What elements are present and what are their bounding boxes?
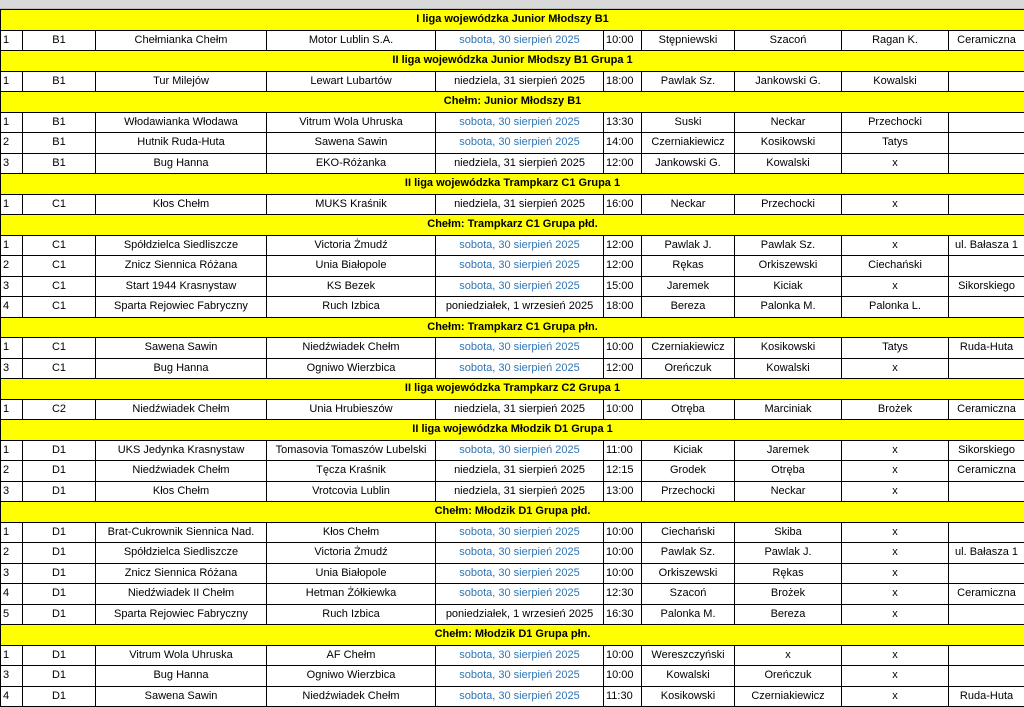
section-header-row bbox=[1, 10, 1024, 31]
venue-cell bbox=[949, 71, 1024, 92]
section-title: Chełm: Młodzik D1 Grupa płn. bbox=[1, 625, 1024, 646]
away-team-cell: KS Bezek bbox=[267, 276, 436, 297]
match-number-cell: 4 bbox=[1, 686, 23, 707]
referee-main-cell: Czerniakiewicz bbox=[642, 338, 735, 359]
away-team-cell: Sawena Sawin bbox=[267, 133, 436, 154]
match-time-cell: 12:00 bbox=[604, 358, 642, 379]
referee-assistant-2-cell: x bbox=[842, 563, 949, 584]
home-team-cell: Kłos Chełm bbox=[96, 481, 267, 502]
referee-assistant-1-cell: Kosikowski bbox=[735, 338, 842, 359]
referee-main-cell: Przechocki bbox=[642, 481, 735, 502]
table-row bbox=[1, 399, 1024, 420]
venue-cell bbox=[949, 358, 1024, 379]
match-time-cell: 14:00 bbox=[604, 133, 642, 154]
match-date-cell: sobota, 30 sierpień 2025 bbox=[436, 440, 604, 461]
match-date-cell: niedziela, 31 sierpień 2025 bbox=[436, 399, 604, 420]
home-team-cell: Start 1944 Krasnystaw bbox=[96, 276, 267, 297]
venue-cell bbox=[949, 297, 1024, 318]
match-number-cell: 3 bbox=[1, 563, 23, 584]
match-number-cell: 1 bbox=[1, 194, 23, 215]
category-cell: C1 bbox=[23, 194, 96, 215]
away-team-cell: Vrotcovia Lublin bbox=[267, 481, 436, 502]
category-cell: C1 bbox=[23, 276, 96, 297]
schedule-body bbox=[1, 10, 1024, 707]
venue-cell: Ceramiczna bbox=[949, 461, 1024, 482]
venue-cell bbox=[949, 666, 1024, 687]
referee-assistant-2-cell: x bbox=[842, 686, 949, 707]
referee-assistant-1-cell: Neckar bbox=[735, 481, 842, 502]
referee-main-cell: Jankowski G. bbox=[642, 153, 735, 174]
referee-assistant-1-cell: Przechocki bbox=[735, 194, 842, 215]
home-team-cell: Kłos Chełm bbox=[96, 194, 267, 215]
referee-main-cell: Pawlak J. bbox=[642, 235, 735, 256]
referee-main-cell: Jaremek bbox=[642, 276, 735, 297]
referee-assistant-1-cell: Jankowski G. bbox=[735, 71, 842, 92]
match-number-cell: 2 bbox=[1, 543, 23, 564]
match-number-cell: 1 bbox=[1, 645, 23, 666]
away-team-cell: Ogniwo Wierzbica bbox=[267, 666, 436, 687]
table-row bbox=[1, 481, 1024, 502]
category-cell: D1 bbox=[23, 584, 96, 605]
table-row bbox=[1, 30, 1024, 51]
home-team-cell: Hutnik Ruda-Huta bbox=[96, 133, 267, 154]
referee-assistant-1-cell: Kosikowski bbox=[735, 133, 842, 154]
away-team-cell: Victoria Żmudź bbox=[267, 543, 436, 564]
table-row bbox=[1, 112, 1024, 133]
match-date-cell: sobota, 30 sierpień 2025 bbox=[436, 584, 604, 605]
home-team-cell: UKS Jedynka Krasnystaw bbox=[96, 440, 267, 461]
match-number-cell: 2 bbox=[1, 461, 23, 482]
home-team-cell: Sawena Sawin bbox=[96, 686, 267, 707]
category-cell: D1 bbox=[23, 543, 96, 564]
home-team-cell: Włodawianka Włodawa bbox=[96, 112, 267, 133]
venue-cell bbox=[949, 481, 1024, 502]
section-header-row bbox=[1, 174, 1024, 195]
referee-assistant-2-cell: x bbox=[842, 584, 949, 605]
away-team-cell: Lewart Lubartów bbox=[267, 71, 436, 92]
away-team-cell: Victoria Żmudź bbox=[267, 235, 436, 256]
category-cell: C1 bbox=[23, 256, 96, 277]
referee-main-cell: Oreńczuk bbox=[642, 358, 735, 379]
table-row bbox=[1, 645, 1024, 666]
match-number-cell: 1 bbox=[1, 440, 23, 461]
venue-cell bbox=[949, 522, 1024, 543]
referee-assistant-1-cell: Jaremek bbox=[735, 440, 842, 461]
referee-main-cell: Pawlak Sz. bbox=[642, 543, 735, 564]
match-time-cell: 18:00 bbox=[604, 297, 642, 318]
home-team-cell: Sawena Sawin bbox=[96, 338, 267, 359]
match-time-cell: 10:00 bbox=[604, 666, 642, 687]
section-header-row bbox=[1, 625, 1024, 646]
home-team-cell: Bug Hanna bbox=[96, 153, 267, 174]
match-number-cell: 3 bbox=[1, 153, 23, 174]
category-cell: C2 bbox=[23, 399, 96, 420]
venue-cell bbox=[949, 256, 1024, 277]
section-header-row bbox=[1, 502, 1024, 523]
away-team-cell: Tęcza Kraśnik bbox=[267, 461, 436, 482]
referee-assistant-2-cell: x bbox=[842, 440, 949, 461]
referee-assistant-1-cell: Bereza bbox=[735, 604, 842, 625]
away-team-cell: Ogniwo Wierzbica bbox=[267, 358, 436, 379]
referee-assistant-1-cell: Pawlak J. bbox=[735, 543, 842, 564]
section-title: I liga wojewódzka Junior Młodszy B1 bbox=[1, 10, 1024, 31]
match-date-cell: sobota, 30 sierpień 2025 bbox=[436, 543, 604, 564]
referee-assistant-2-cell: Tatys bbox=[842, 338, 949, 359]
referee-assistant-1-cell: Otręba bbox=[735, 461, 842, 482]
section-header-row bbox=[1, 51, 1024, 72]
venue-cell: ul. Bałasza 1 bbox=[949, 235, 1024, 256]
match-number-cell: 3 bbox=[1, 276, 23, 297]
match-time-cell: 12:15 bbox=[604, 461, 642, 482]
table-row bbox=[1, 686, 1024, 707]
away-team-cell: Kłos Chełm bbox=[267, 522, 436, 543]
referee-assistant-2-cell: Ragan K. bbox=[842, 30, 949, 51]
match-time-cell: 13:30 bbox=[604, 112, 642, 133]
match-date-cell: sobota, 30 sierpień 2025 bbox=[436, 30, 604, 51]
home-team-cell: Bug Hanna bbox=[96, 666, 267, 687]
match-number-cell: 1 bbox=[1, 399, 23, 420]
table-row bbox=[1, 584, 1024, 605]
table-row bbox=[1, 358, 1024, 379]
match-time-cell: 11:00 bbox=[604, 440, 642, 461]
referee-assistant-1-cell: Szacoń bbox=[735, 30, 842, 51]
category-cell: D1 bbox=[23, 645, 96, 666]
referee-main-cell: Rękas bbox=[642, 256, 735, 277]
home-team-cell: Brat-Cukrownik Siennica Nad. bbox=[96, 522, 267, 543]
referee-main-cell: Kiciak bbox=[642, 440, 735, 461]
referee-assistant-2-cell: Palonka L. bbox=[842, 297, 949, 318]
match-number-cell: 1 bbox=[1, 235, 23, 256]
referee-assistant-2-cell: Przechocki bbox=[842, 112, 949, 133]
referee-assistant-1-cell: Orkiszewski bbox=[735, 256, 842, 277]
home-team-cell: Znicz Siennica Różana bbox=[96, 256, 267, 277]
referee-assistant-2-cell: x bbox=[842, 153, 949, 174]
referee-main-cell: Neckar bbox=[642, 194, 735, 215]
away-team-cell: Vitrum Wola Uhruska bbox=[267, 112, 436, 133]
away-team-cell: Niedźwiadek Chełm bbox=[267, 686, 436, 707]
referee-main-cell: Stępniewski bbox=[642, 30, 735, 51]
match-number-cell: 2 bbox=[1, 256, 23, 277]
match-time-cell: 16:00 bbox=[604, 194, 642, 215]
home-team-cell: Chełmianka Chełm bbox=[96, 30, 267, 51]
venue-cell bbox=[949, 153, 1024, 174]
match-time-cell: 18:00 bbox=[604, 71, 642, 92]
table-row bbox=[1, 256, 1024, 277]
category-cell: D1 bbox=[23, 604, 96, 625]
table-row bbox=[1, 461, 1024, 482]
match-time-cell: 10:00 bbox=[604, 338, 642, 359]
away-team-cell: EKO-Różanka bbox=[267, 153, 436, 174]
category-cell: C1 bbox=[23, 338, 96, 359]
match-number-cell: 1 bbox=[1, 112, 23, 133]
home-team-cell: Spółdzielca Siedliszcze bbox=[96, 235, 267, 256]
away-team-cell: Unia Białopole bbox=[267, 563, 436, 584]
match-date-cell: niedziela, 31 sierpień 2025 bbox=[436, 71, 604, 92]
section-title: Chełm: Junior Młodszy B1 bbox=[1, 92, 1024, 113]
match-date-cell: sobota, 30 sierpień 2025 bbox=[436, 256, 604, 277]
referee-main-cell: Ciechański bbox=[642, 522, 735, 543]
referee-main-cell: Bereza bbox=[642, 297, 735, 318]
match-number-cell: 3 bbox=[1, 481, 23, 502]
venue-cell: ul. Bałasza 1 bbox=[949, 543, 1024, 564]
table-row bbox=[1, 440, 1024, 461]
table-row bbox=[1, 276, 1024, 297]
referee-main-cell: Szacoń bbox=[642, 584, 735, 605]
away-team-cell: Ruch Izbica bbox=[267, 297, 436, 318]
referee-assistant-2-cell: x bbox=[842, 276, 949, 297]
referee-assistant-2-cell: Ciechański bbox=[842, 256, 949, 277]
section-title: II liga wojewódzka Junior Młodszy B1 Grupa 1 bbox=[1, 51, 1024, 72]
match-date-cell: niedziela, 31 sierpień 2025 bbox=[436, 153, 604, 174]
table-row bbox=[1, 666, 1024, 687]
match-date-cell: sobota, 30 sierpień 2025 bbox=[436, 358, 604, 379]
referee-assistant-2-cell: Kowalski bbox=[842, 71, 949, 92]
referee-assistant-1-cell: x bbox=[735, 645, 842, 666]
section-title: Chełm: Młodzik D1 Grupa płd. bbox=[1, 502, 1024, 523]
match-date-cell: sobota, 30 sierpień 2025 bbox=[436, 133, 604, 154]
category-cell: D1 bbox=[23, 666, 96, 687]
category-cell: C1 bbox=[23, 235, 96, 256]
home-team-cell: Tur Milejów bbox=[96, 71, 267, 92]
venue-cell: Ceramiczna bbox=[949, 399, 1024, 420]
match-date-cell: niedziela, 31 sierpień 2025 bbox=[436, 481, 604, 502]
match-time-cell: 12:00 bbox=[604, 256, 642, 277]
category-cell: C1 bbox=[23, 358, 96, 379]
referee-assistant-2-cell: x bbox=[842, 543, 949, 564]
match-time-cell: 12:30 bbox=[604, 584, 642, 605]
match-time-cell: 13:00 bbox=[604, 481, 642, 502]
home-team-cell: Niedźwiadek Chełm bbox=[96, 461, 267, 482]
referee-main-cell: Palonka M. bbox=[642, 604, 735, 625]
section-title: Chełm: Trampkarz C1 Grupa płd. bbox=[1, 215, 1024, 236]
section-title: II liga wojewódzka Młodzik D1 Grupa 1 bbox=[1, 420, 1024, 441]
category-cell: D1 bbox=[23, 563, 96, 584]
match-number-cell: 1 bbox=[1, 71, 23, 92]
match-time-cell: 12:00 bbox=[604, 153, 642, 174]
match-date-cell: sobota, 30 sierpień 2025 bbox=[436, 645, 604, 666]
home-team-cell: Niedźwiadek Chełm bbox=[96, 399, 267, 420]
away-team-cell: Niedźwiadek Chełm bbox=[267, 338, 436, 359]
match-number-cell: 1 bbox=[1, 338, 23, 359]
match-date-cell: sobota, 30 sierpień 2025 bbox=[436, 112, 604, 133]
category-cell: B1 bbox=[23, 112, 96, 133]
category-cell: D1 bbox=[23, 461, 96, 482]
venue-cell bbox=[949, 645, 1024, 666]
venue-cell bbox=[949, 563, 1024, 584]
referee-assistant-2-cell: x bbox=[842, 645, 949, 666]
category-cell: D1 bbox=[23, 522, 96, 543]
match-date-cell: poniedziałek, 1 wrzesień 2025 bbox=[436, 604, 604, 625]
category-cell: B1 bbox=[23, 30, 96, 51]
away-team-cell: Unia Białopole bbox=[267, 256, 436, 277]
match-date-cell: sobota, 30 sierpień 2025 bbox=[436, 276, 604, 297]
venue-cell bbox=[949, 133, 1024, 154]
match-date-cell: sobota, 30 sierpień 2025 bbox=[436, 666, 604, 687]
venue-cell: Ceramiczna bbox=[949, 584, 1024, 605]
referee-assistant-2-cell: x bbox=[842, 358, 949, 379]
match-time-cell: 10:00 bbox=[604, 563, 642, 584]
referee-assistant-1-cell: Oreńczuk bbox=[735, 666, 842, 687]
home-team-cell: Bug Hanna bbox=[96, 358, 267, 379]
home-team-cell: Znicz Siennica Różana bbox=[96, 563, 267, 584]
table-row bbox=[1, 133, 1024, 154]
category-cell: B1 bbox=[23, 133, 96, 154]
table-row bbox=[1, 563, 1024, 584]
table-row bbox=[1, 71, 1024, 92]
away-team-cell: Ruch Izbica bbox=[267, 604, 436, 625]
match-date-cell: sobota, 30 sierpień 2025 bbox=[436, 686, 604, 707]
referee-assistant-2-cell: Brożek bbox=[842, 399, 949, 420]
venue-cell bbox=[949, 604, 1024, 625]
table-row bbox=[1, 194, 1024, 215]
home-team-cell: Niedźwiadek II Chełm bbox=[96, 584, 267, 605]
referee-main-cell: Kowalski bbox=[642, 666, 735, 687]
match-date-cell: sobota, 30 sierpień 2025 bbox=[436, 563, 604, 584]
match-date-cell: sobota, 30 sierpień 2025 bbox=[436, 522, 604, 543]
section-header-row bbox=[1, 92, 1024, 113]
venue-cell: Ruda-Huta bbox=[949, 338, 1024, 359]
match-time-cell: 16:30 bbox=[604, 604, 642, 625]
venue-cell: Sikorskiego bbox=[949, 276, 1024, 297]
match-date-cell: sobota, 30 sierpień 2025 bbox=[436, 338, 604, 359]
referee-main-cell: Wereszczyński bbox=[642, 645, 735, 666]
table-row bbox=[1, 604, 1024, 625]
home-team-cell: Sparta Rejowiec Fabryczny bbox=[96, 604, 267, 625]
match-time-cell: 10:00 bbox=[604, 522, 642, 543]
match-number-cell: 4 bbox=[1, 584, 23, 605]
referee-assistant-1-cell: Brożek bbox=[735, 584, 842, 605]
referee-assistant-1-cell: Rękas bbox=[735, 563, 842, 584]
referee-main-cell: Kosikowski bbox=[642, 686, 735, 707]
venue-cell: Sikorskiego bbox=[949, 440, 1024, 461]
referee-assistant-1-cell: Kowalski bbox=[735, 153, 842, 174]
home-team-cell: Vitrum Wola Uhruska bbox=[96, 645, 267, 666]
venue-cell: Ruda-Huta bbox=[949, 686, 1024, 707]
referee-assistant-1-cell: Neckar bbox=[735, 112, 842, 133]
match-date-cell: niedziela, 31 sierpień 2025 bbox=[436, 461, 604, 482]
table-row bbox=[1, 543, 1024, 564]
section-title: II liga wojewódzka Trampkarz C2 Grupa 1 bbox=[1, 379, 1024, 400]
match-time-cell: 10:00 bbox=[604, 30, 642, 51]
table-row bbox=[1, 297, 1024, 318]
away-team-cell: Hetman Żółkiewka bbox=[267, 584, 436, 605]
section-header-row bbox=[1, 317, 1024, 338]
referee-assistant-2-cell: x bbox=[842, 461, 949, 482]
category-cell: D1 bbox=[23, 686, 96, 707]
match-time-cell: 12:00 bbox=[604, 235, 642, 256]
referee-assistant-2-cell: x bbox=[842, 481, 949, 502]
match-date-cell: niedziela, 31 sierpień 2025 bbox=[436, 194, 604, 215]
away-team-cell: MUKS Kraśnik bbox=[267, 194, 436, 215]
section-header-row bbox=[1, 215, 1024, 236]
referee-assistant-2-cell: x bbox=[842, 666, 949, 687]
away-team-cell: Motor Lublin S.A. bbox=[267, 30, 436, 51]
referee-assistant-1-cell: Pawlak Sz. bbox=[735, 235, 842, 256]
match-number-cell: 2 bbox=[1, 133, 23, 154]
category-cell: D1 bbox=[23, 481, 96, 502]
schedule-table bbox=[0, 9, 1024, 707]
referee-assistant-2-cell: x bbox=[842, 235, 949, 256]
venue-cell: Ceramiczna bbox=[949, 30, 1024, 51]
referee-main-cell: Pawlak Sz. bbox=[642, 71, 735, 92]
referee-assistant-1-cell: Marciniak bbox=[735, 399, 842, 420]
match-number-cell: 5 bbox=[1, 604, 23, 625]
section-title: II liga wojewódzka Trampkarz C1 Grupa 1 bbox=[1, 174, 1024, 195]
match-number-cell: 1 bbox=[1, 522, 23, 543]
category-cell: C1 bbox=[23, 297, 96, 318]
referee-assistant-1-cell: Czerniakiewicz bbox=[735, 686, 842, 707]
match-time-cell: 10:00 bbox=[604, 543, 642, 564]
match-date-cell: poniedziałek, 1 wrzesień 2025 bbox=[436, 297, 604, 318]
match-time-cell: 15:00 bbox=[604, 276, 642, 297]
category-cell: B1 bbox=[23, 153, 96, 174]
match-date-cell: sobota, 30 sierpień 2025 bbox=[436, 235, 604, 256]
venue-cell bbox=[949, 112, 1024, 133]
referee-assistant-1-cell: Kowalski bbox=[735, 358, 842, 379]
match-time-cell: 10:00 bbox=[604, 645, 642, 666]
away-team-cell: Unia Hrubieszów bbox=[267, 399, 436, 420]
referee-assistant-2-cell: x bbox=[842, 194, 949, 215]
match-number-cell: 3 bbox=[1, 358, 23, 379]
referee-assistant-2-cell: x bbox=[842, 522, 949, 543]
match-number-cell: 4 bbox=[1, 297, 23, 318]
section-title: Chełm: Trampkarz C1 Grupa płn. bbox=[1, 317, 1024, 338]
section-header-row bbox=[1, 420, 1024, 441]
match-number-cell: 3 bbox=[1, 666, 23, 687]
referee-main-cell: Otręba bbox=[642, 399, 735, 420]
referee-assistant-1-cell: Kiciak bbox=[735, 276, 842, 297]
referee-main-cell: Grodek bbox=[642, 461, 735, 482]
venue-cell bbox=[949, 194, 1024, 215]
referee-assistant-1-cell: Skiba bbox=[735, 522, 842, 543]
referee-assistant-2-cell: Tatys bbox=[842, 133, 949, 154]
table-row bbox=[1, 153, 1024, 174]
category-cell: D1 bbox=[23, 440, 96, 461]
referee-main-cell: Suski bbox=[642, 112, 735, 133]
home-team-cell: Sparta Rejowiec Fabryczny bbox=[96, 297, 267, 318]
referee-main-cell: Czerniakiewicz bbox=[642, 133, 735, 154]
match-time-cell: 10:00 bbox=[604, 399, 642, 420]
top-bar bbox=[0, 0, 1024, 9]
referee-assistant-1-cell: Palonka M. bbox=[735, 297, 842, 318]
table-row bbox=[1, 338, 1024, 359]
away-team-cell: AF Chełm bbox=[267, 645, 436, 666]
referee-main-cell: Orkiszewski bbox=[642, 563, 735, 584]
match-time-cell: 11:30 bbox=[604, 686, 642, 707]
table-row bbox=[1, 522, 1024, 543]
referee-assistant-2-cell: x bbox=[842, 604, 949, 625]
match-number-cell: 1 bbox=[1, 30, 23, 51]
table-row bbox=[1, 235, 1024, 256]
home-team-cell: Spółdzielca Siedliszcze bbox=[96, 543, 267, 564]
category-cell: B1 bbox=[23, 71, 96, 92]
away-team-cell: Tomasovia Tomaszów Lubelski bbox=[267, 440, 436, 461]
section-header-row bbox=[1, 379, 1024, 400]
